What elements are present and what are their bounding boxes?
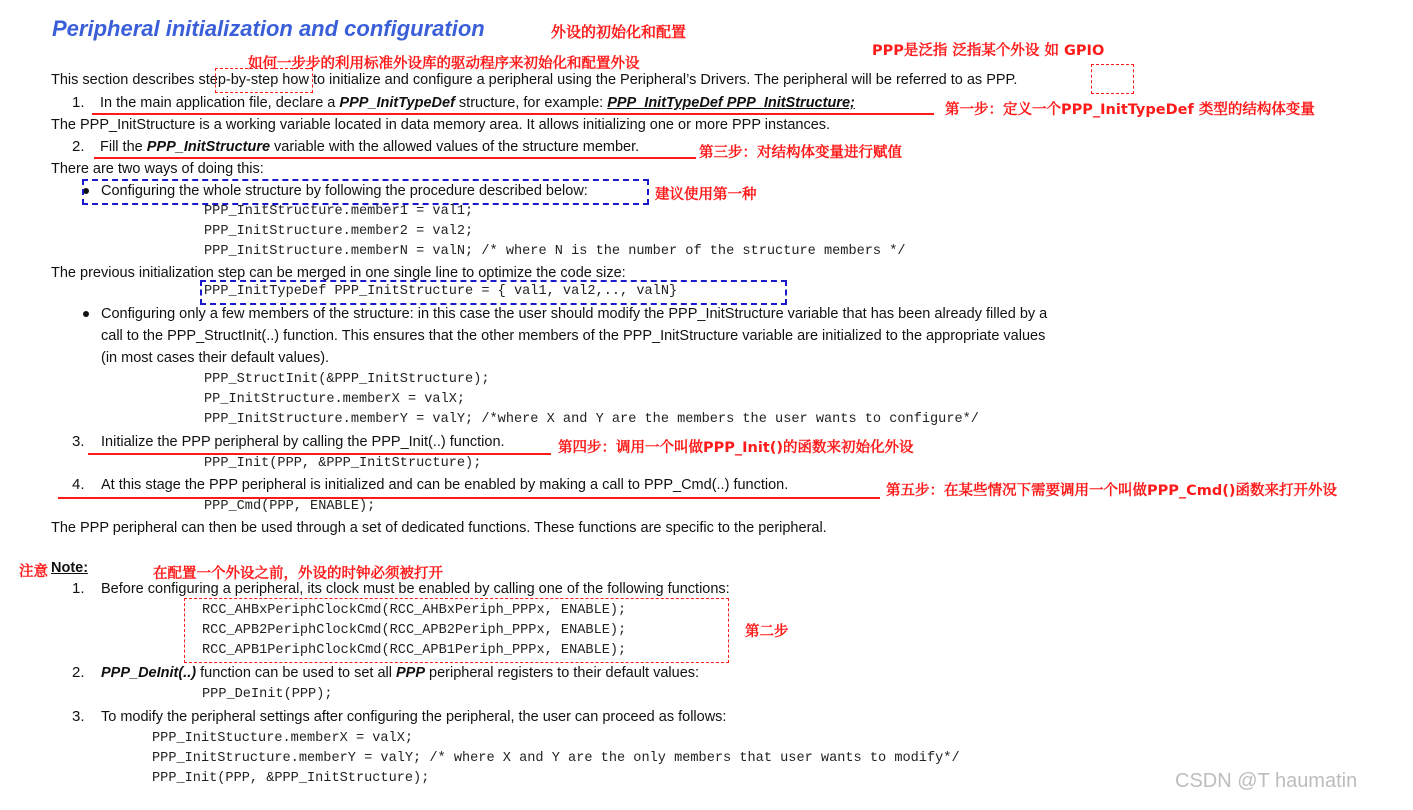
item-1-number: 1. — [72, 94, 85, 111]
bullet-2-dot — [83, 311, 89, 317]
working-variable-line: The PPP_InitStructure is a working variable located in data memory area. It allows initializing one or more PPP instances. — [51, 117, 831, 133]
item-1-example: PPP_InitTypeDef PPP_InitStructure; — [607, 95, 855, 111]
used-line: The PPP peripheral can then be used through a set of dedicated functions. These functions are specific to the peripheral. — [51, 520, 827, 536]
bullet-1-text: Configuring the whole structure by following the procedure described below: — [101, 183, 588, 199]
clock-code-highlight-box — [184, 598, 729, 663]
step-2-annotation: 第二步 — [745, 624, 789, 640]
code-line-3-1: PPP_StructInit(&PPP_InitStructure); — [204, 372, 490, 387]
note-2-ppp: PPP — [395, 665, 425, 681]
step-4-annotation: 第四步：调用一个叫做PPP_Init()的函数来初始化外设 — [558, 440, 914, 456]
note-2-text — [101, 664, 699, 682]
step-by-step-annotation: 如何一步步的利用标准外设库的驱动程序来初始化和配置外设 — [248, 56, 640, 72]
note-2-number: 2. — [72, 664, 85, 681]
ppp-annotation: PPP是泛指 泛指某个外设 如 GPIO — [872, 43, 1105, 59]
clock-annotation: 在配置一个外设之前，外设的时钟必须被打开 — [153, 566, 443, 582]
step-1-annotation: 第一步：定义一个PPP_InitTypeDef 类型的结构体变量 — [945, 102, 1315, 118]
code-line-4: PPP_Init(PPP, &PPP_InitStructure); — [204, 456, 482, 471]
note-prefix-annotation: 注意 — [19, 564, 48, 580]
step-by-step-highlight-box — [215, 68, 313, 93]
item-2-struct: PPP_InitStructure — [146, 139, 271, 155]
merged-line: The previous initialization step can be merged in one single line to optimize the code size: — [51, 265, 626, 281]
item-2-underline — [94, 157, 696, 159]
code-line-6-2: RCC_APB2PeriphClockCmd(RCC_APB2Periph_PPPx, ENABLE); — [202, 623, 627, 638]
merged-code-highlight-box — [200, 280, 787, 305]
code-line-8-2: PPP_InitStructure.memberY = valY; /* where X and Y are the only members that user wants to modify*/ — [152, 751, 960, 766]
intro-step-by-step: step-by-step — [198, 72, 279, 88]
item-1-text-a: In the main application file, declare a — [100, 95, 340, 111]
item-1-type: PPP_InitTypeDef — [339, 95, 455, 111]
intro-paragraph — [51, 71, 1017, 89]
item-2-text-c: variable with the allowed values of the structure member. — [270, 139, 640, 155]
note-1-number: 1. — [72, 580, 85, 597]
intro-ppp: PPP. — [986, 72, 1018, 88]
ppp-highlight-box — [1091, 64, 1134, 94]
note-2-text-b: function can be used to set all — [196, 665, 396, 681]
item-3-number: 3. — [72, 433, 85, 450]
code-line-5: PPP_Cmd(PPP, ENABLE); — [204, 499, 376, 514]
item-1-underline — [92, 113, 934, 115]
note-1-text: Before configuring a peripheral, its clock must be enabled by calling one of the following functions: — [101, 581, 730, 597]
code-line-1-3: PPP_InitStructure.memberN = valN; /* where N is the number of the structure members */ — [204, 244, 906, 259]
item-3-text: Initialize the PPP peripheral by calling the PPP_Init(..) function. — [101, 434, 505, 450]
intro-text-c: how to initialize and configure a peripheral using the Peripheral’s Drivers. The peripheral will be referred to as — [278, 72, 987, 88]
bullet-2-line-2: call to the PPP_StructInit(..) function. This ensures that the other members of the PPP_InitStructure variable are initialized to the appropriate values — [101, 328, 1046, 344]
code-line-3-3: PPP_InitStructure.memberY = valY; /*where X and Y are the members the user wants to configure*/ — [204, 412, 979, 427]
item-4-text: At this stage the PPP peripheral is initialized and can be enabled by making a call to PPP_Cmd(..) function. — [101, 477, 789, 493]
code-line-8-1: PPP_InitStucture.memberX = valX; — [152, 731, 414, 746]
item-4-number: 4. — [72, 476, 85, 493]
item-2-number: 2. — [72, 138, 85, 155]
note-3-number: 3. — [72, 708, 85, 725]
code-line-8-3: PPP_Init(PPP, &PPP_InitStructure); — [152, 771, 430, 786]
item-1-text — [100, 94, 855, 112]
page-title: Peripheral initialization and configuration — [52, 16, 485, 41]
bullet-2-line-1: Configuring only a few members of the structure: in this case the user should modify the PPP_InitStructure variable that has been already filled by a — [101, 306, 1048, 322]
code-line-6-3: RCC_APB1PeriphClockCmd(RCC_APB1Periph_PPPx, ENABLE); — [202, 643, 627, 658]
note-2-text-d: peripheral registers to their default values: — [425, 665, 700, 681]
code-line-6-1: RCC_AHBxPeriphClockCmd(RCC_AHBxPeriph_PPPx, ENABLE); — [202, 603, 627, 618]
code-line-1-1: PPP_InitStructure.member1 = val1; — [204, 204, 474, 219]
watermark: CSDN @T haumatin — [1175, 770, 1358, 792]
item-1-text-c: structure, for example: — [454, 95, 608, 111]
two-ways-line: There are two ways of doing this: — [51, 161, 264, 177]
recommend-annotation: 建议使用第一种 — [655, 187, 757, 203]
code-line-2: PPP_InitTypeDef PPP_InitStructure = { val1, val2,.., valN} — [204, 284, 678, 299]
item-4-underline — [58, 497, 880, 499]
bullet-2-line-3: (in most cases their default values). — [101, 350, 330, 366]
intro-text-a: This section describes — [51, 72, 199, 88]
title-annotation: 外设的初始化和配置 — [551, 23, 687, 41]
bullet-1-highlight-box — [82, 179, 649, 205]
note-label: Note: — [51, 560, 89, 576]
step-5-annotation: 第五步：在某些情况下需要调用一个叫做PPP_Cmd()函数来打开外设 — [886, 483, 1338, 499]
code-line-1-2: PPP_InitStructure.member2 = val2; — [204, 224, 474, 239]
note-2-deinit: PPP_DeInit(..) — [101, 665, 197, 681]
code-line-7: PPP_DeInit(PPP); — [202, 687, 333, 702]
item-2-text-a: Fill the — [100, 139, 147, 155]
step-3-annotation: 第三步：对结构体变量进行赋值 — [699, 145, 902, 161]
item-2-text — [100, 138, 639, 156]
note-3-text: To modify the peripheral settings after configuring the peripheral, the user can proceed as follows: — [101, 709, 727, 725]
code-line-3-2: PP_InitStructure.memberX = valX; — [204, 392, 466, 407]
